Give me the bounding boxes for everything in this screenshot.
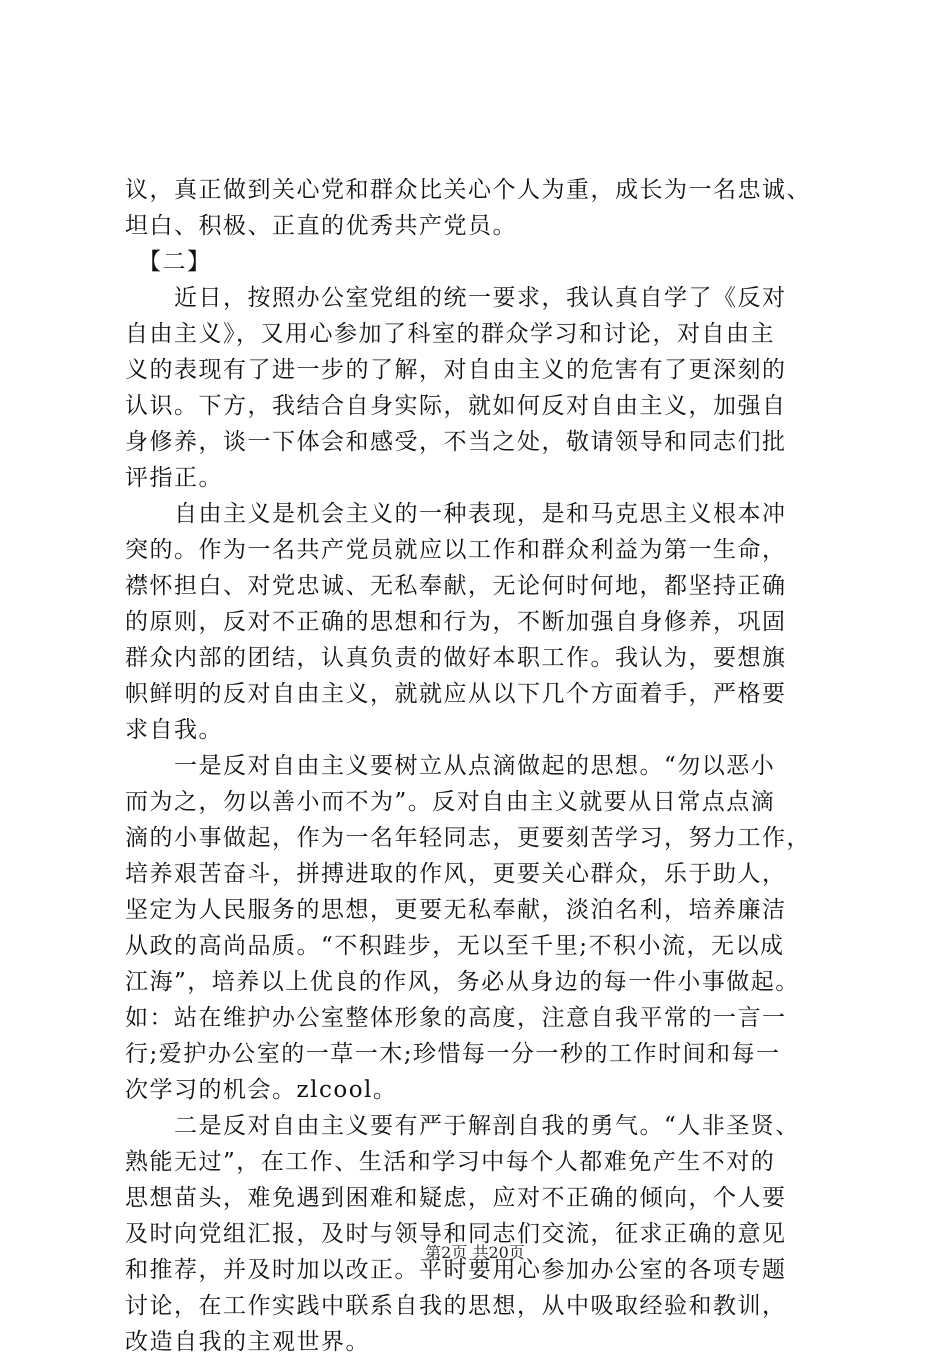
text-line: 自由主义是机会主义的一种表现，是和马克思主义根本冲 bbox=[125, 501, 787, 527]
text-line: 从政的高尚品质。“不积跬步，无以至千里;不积小流，无以成 bbox=[125, 933, 785, 959]
text-line: 坚定为人民服务的思想，更要无私奉献，淡泊名利，培养廉洁 bbox=[125, 897, 787, 923]
text-line: 江海”，培养以上优良的作风，务必从身边的每一件小事做起。 bbox=[125, 969, 800, 995]
text-line: 评指正。 bbox=[125, 465, 223, 491]
text-line: 改造自我的主观世界。 bbox=[125, 1329, 370, 1355]
text-line: 襟怀担白、对党忠诚、无私奉献，无论何时何地，都坚持正确 bbox=[125, 573, 787, 599]
body-text bbox=[125, 172, 831, 1360]
text-line: 二是反对自由主义要有严于解剖自我的勇气。“人非圣贤、 bbox=[125, 1113, 800, 1139]
text-line: 帜鲜明的反对自由主义，就就应从以下几个方面着手，严格要 bbox=[125, 681, 787, 707]
text-line: 群众内部的团结，认真负责的做好本职工作。我认为，要想旗 bbox=[125, 645, 787, 671]
text-line: 次学习的机会。zlcool。 bbox=[125, 1077, 398, 1103]
text-line: 一是反对自由主义要树立从点滴做起的思想。“勿以恶小 bbox=[125, 753, 776, 779]
text-line: 近日，按照办公室党组的统一要求，我认真自学了《反对 bbox=[125, 285, 787, 311]
text-line: 行;爱护办公室的一草一木;珍惜每一分一秒的工作时间和每一 bbox=[125, 1041, 781, 1067]
text-line: 义的表现有了进一步的了解，对自由主义的危害有了更深刻的 bbox=[125, 357, 787, 383]
text-line: 自由主义》，又用心参加了科室的群众学习和讨论，对自由主 bbox=[125, 321, 775, 347]
text-line: 【二】 bbox=[125, 249, 212, 275]
text-line: 思想苗头，难免遇到困难和疑虑，应对不正确的倾向，个人要 bbox=[125, 1185, 787, 1211]
text-line: 而为之，勿以善小而不为”。反对自由主义就要从日常点点滴 bbox=[125, 789, 776, 815]
text-line: 熟能无过”，在工作、生活和学习中每个人都难免产生不对的 bbox=[125, 1149, 776, 1175]
text-line: 讨论，在工作实践中联系自我的思想，从中吸取经验和教训， bbox=[125, 1293, 787, 1319]
page-footer: 第2页 共20页 bbox=[425, 1243, 525, 1262]
text-line: 突的。作为一名共产党员就应以工作和群众利益为第一生命， bbox=[125, 537, 787, 563]
text-line: 滴的小事做起，作为一名年轻同志，更要刻苦学习，努力工作， bbox=[125, 825, 811, 851]
text-line: 的原则，反对不正确的思想和行为，不断加强自身修养，巩固 bbox=[125, 609, 787, 635]
text-line: 和推荐，并及时加以改正。平时要用心参加办公室的各项专题 bbox=[125, 1257, 787, 1283]
text-line: 认识。下方，我结合自身实际，就如何反对自由主义，加强自 bbox=[125, 393, 787, 419]
text-line: 培养艰苦奋斗，拼搏进取的作风，更要关心群众，乐于助人， bbox=[125, 861, 787, 887]
text-line: 坦白、积极、正直的优秀共产党员。 bbox=[125, 213, 517, 239]
text-line: 身修养，谈一下体会和感受，不当之处，敬请领导和同志们批 bbox=[125, 429, 787, 455]
text-line: 议，真正做到关心党和群众比关心个人为重，成长为一名忠诚、 bbox=[125, 177, 811, 203]
text-line: 如：站在维护办公室整体形象的高度，注意自我平常的一言一 bbox=[125, 1005, 787, 1031]
text-line: 及时向党组汇报，及时与领导和同志们交流，征求正确的意见 bbox=[125, 1221, 787, 1247]
text-line: 求自我。 bbox=[125, 717, 223, 743]
